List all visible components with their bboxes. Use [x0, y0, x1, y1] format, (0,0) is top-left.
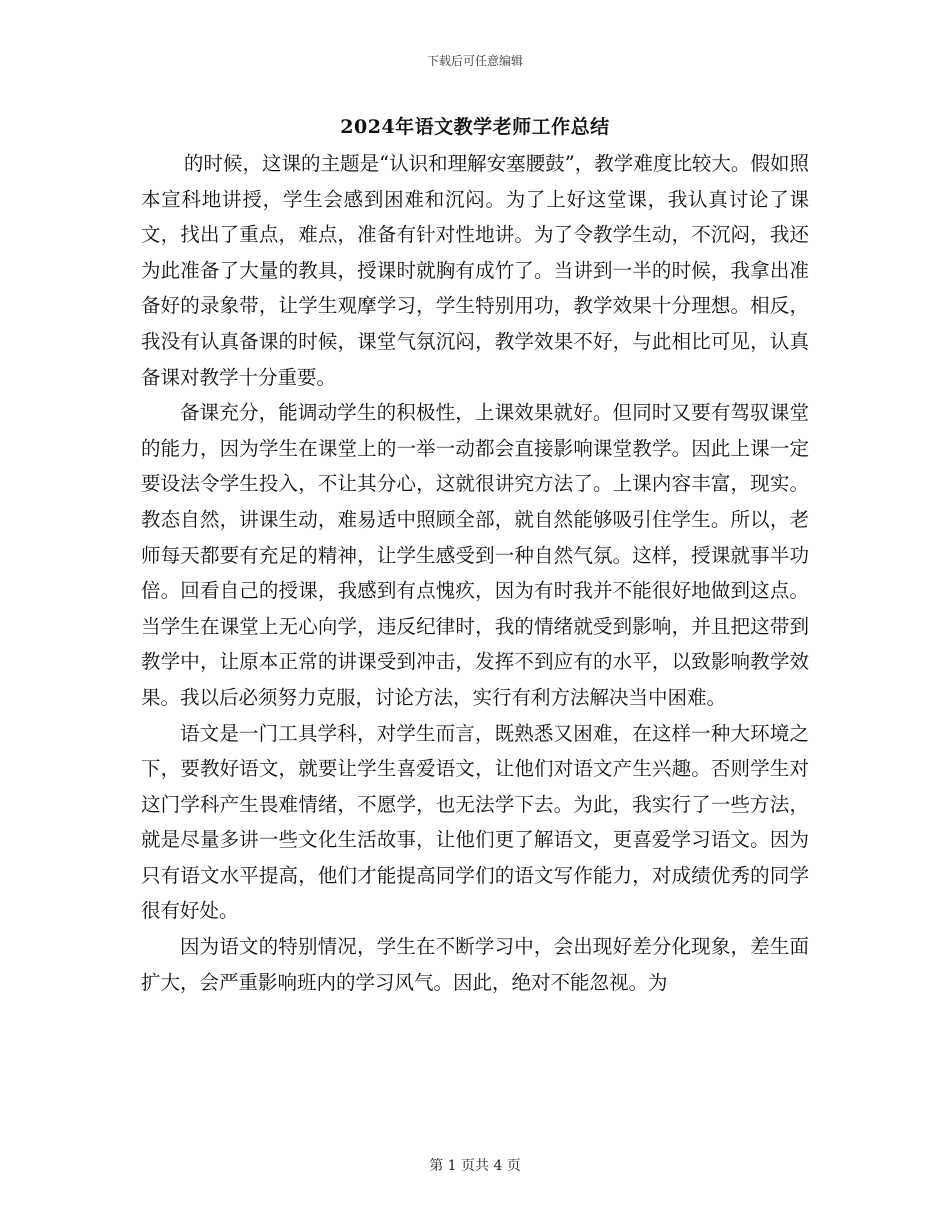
paragraph-4: 因为语文的特别情况，学生在不断学习中，会出现好差分化现象，差生面扩大，会严重影响班内的学习风气。因此，绝对不能忽视。为	[141, 935, 809, 994]
paragraph-2: 备课充分，能调动学生的积极性，上课效果就好。但同时又要有驾驭课堂的能力，因为学生在课堂上的一举一动都会直接影响课堂教学。因此上课一定要设法令学生投入，不让其分心，这就很讲究方法了。上课内容丰富，现实。教态自然，讲课生动，难易适中照顾全部，就自然能够吸引住学生。所以，老师每天都要有充足的精神，让学生感受到一种自然气氛。这样，授课就事半功倍。回看自己的授课，我感到有点愧疚，因为有时我并不能很好地做到这点。当学生在课堂上无心向学，违反纪律时，我的情绪就受到影响，并且把这带到教学中，让原本正常的讲课受到冲击，发挥不到应有的水平，以致影响教学效果。我以后必须努力克服，讨论方法，实行有利方法解决当中困难。	[141, 401, 809, 709]
page-header-note: 下载后可任意编辑	[426, 54, 523, 68]
paragraph-3: 语文是一门工具学科，对学生而言，既熟悉又困难，在这样一种大环境之下，要教好语文，就要让学生喜爱语文，让他们对语文产生兴趣。否则学生对这门学科产生畏难情绪，不愿学，也无法学下去。为此，我实行了一些方法，就是尽量多讲一些文化生活故事，让他们更了解语文，更喜爱学习语文。因为只有语文水平提高，他们才能提高同学们的语文写作能力，对成绩优秀的同学很有好处。	[141, 721, 809, 923]
document-body	[141, 146, 809, 1000]
document-title: 2024年语文教学老师工作总结	[340, 116, 610, 138]
paragraph-1: 的时候，这课的主题是“认识和理解安塞腰鼓”，教学难度比较大。假如照本宣科地讲授，学生会感到困难和沉闷。为了上好这堂课，我认真讨论了课文，找出了重点，难点，准备有针对性地讲。为了令教学生动，不沉闷，我还为此准备了大量的教具，授课时就胸有成竹了。当讲到一半的时候，我拿出准备好的录象带，让学生观摩学习，学生特别用功，教学效果十分理想。相反，我没有认真备课的时候，课堂气氛沉闷，教学效果不好，与此相比可见，认真备课对教学十分重要。	[141, 152, 809, 389]
page-number: 第 1 页共 4 页	[429, 1158, 521, 1174]
